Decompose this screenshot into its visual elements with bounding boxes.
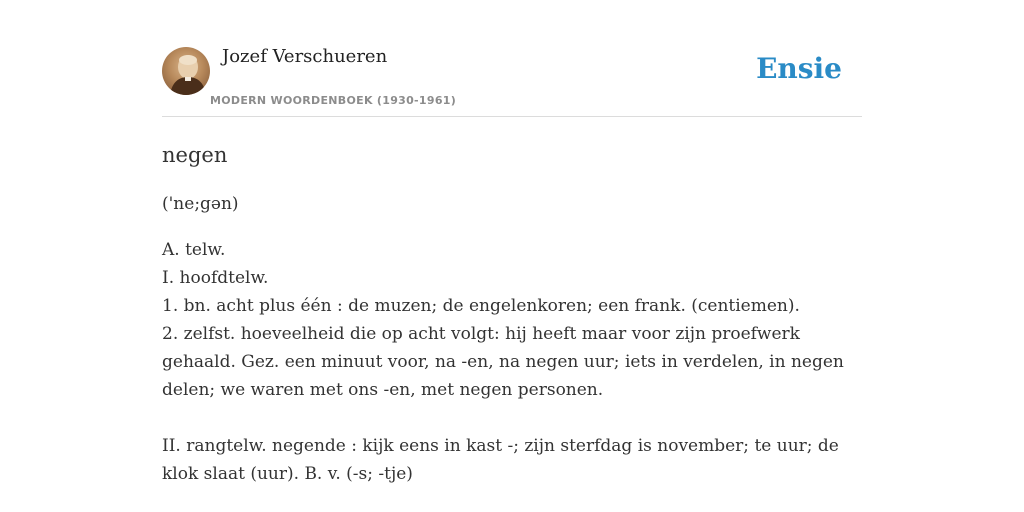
entry-content xyxy=(162,138,862,488)
author-portrait-icon xyxy=(162,47,210,95)
definition-line: I. hoofdtelw. xyxy=(162,268,269,288)
header xyxy=(162,0,862,117)
brand-logo[interactable]: Ensie xyxy=(756,52,842,85)
definition-line: 1. bn. acht plus één : de muzen; de engelenkoren; een frank. (centiemen). xyxy=(162,296,800,316)
definition-line: A. telw. xyxy=(162,240,226,260)
author-name[interactable]: Jozef Verschueren xyxy=(222,46,388,67)
entry-headword: negen xyxy=(162,143,228,167)
paragraph-gap xyxy=(162,404,862,432)
entry-pronunciation: ('ne;gən) xyxy=(162,194,239,214)
definition-line: 2. zelfst. hoeveelheid die op acht volgt: hij heeft maar voor zijn proefwerk gehaald. Gez. een minuut voor, na -en, na negen uur; iets in verdelen, in negen delen; we waren met ons -en, met negen personen. xyxy=(162,324,844,400)
source-label[interactable]: MODERN WOORDENBOEK (1930-1961) xyxy=(210,94,457,107)
entry-definition xyxy=(162,236,862,488)
definition-line: II. rangtelw. negende : kijk eens in kast -; zijn sterfdag is november; te uur; de klok slaat (uur). B. v. (-s; -tje) xyxy=(162,436,839,484)
author-avatar[interactable] xyxy=(162,47,210,95)
